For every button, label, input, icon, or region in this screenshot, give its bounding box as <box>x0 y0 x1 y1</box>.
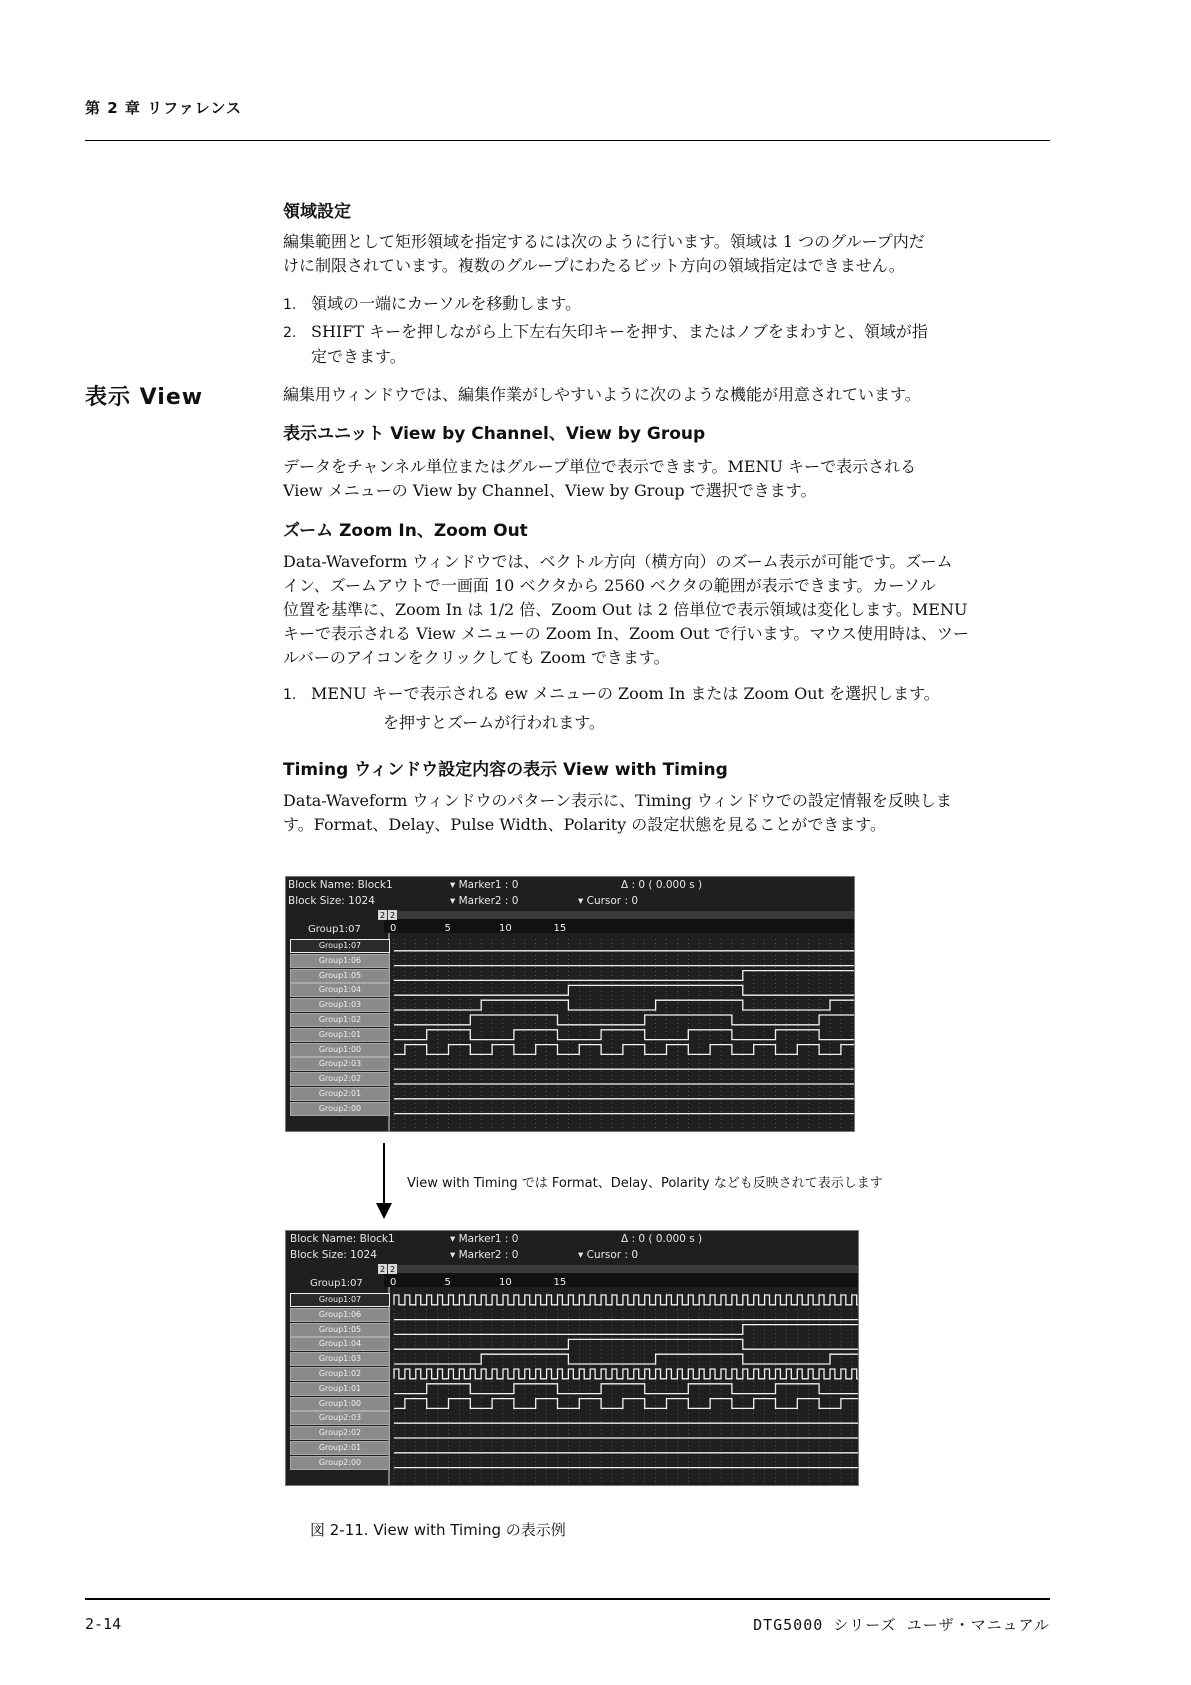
tick-label: 5 <box>444 1277 451 1288</box>
ruler-bar[interactable] <box>384 1265 858 1273</box>
group-label[interactable]: Group2:02 <box>290 1426 390 1440</box>
waveform-screen-timing <box>285 1230 859 1486</box>
timing-paragraph: Data-Waveform ウィンドウのパターン表示に、Timing ウィンドウでの設定情報を反映しま す。Format、Delay、Pulse Width、Polarity の設定状態を見ることができます。 <box>283 791 952 834</box>
marker1-readout[interactable]: ▾ Marker1 : 0 <box>450 879 519 891</box>
ruler-bar[interactable] <box>384 911 854 919</box>
delta-readout: Δ : 0 ( 0.000 s ) <box>621 879 703 891</box>
zoom-paragraph: Data-Waveform ウィンドウでは、ベクトル方向（横方向）のズーム表示が可能です。ズーム イン、ズームアウトで一画面 10 ベクタから 2560 ベクタの範囲が表示できます。カーソル 位置を基準に、Zoom In は 1/2 倍、Zoom Out は 2 倍単位で表示領域は変化します。MENU キーで表示される View メニューの Zoom In、Zoom Out で行います。マウス使用時は、ツー ルバーのアイコンをクリックしても Zoom できます。 <box>283 552 969 667</box>
block-size-label: Block Size: 1024 <box>290 1249 377 1261</box>
waveform-trace <box>394 1354 858 1364</box>
view-intro: 編集用ウィンドウでは、編集作業がしやすいように次のような機能が用意されています。 <box>283 385 921 404</box>
cursor-readout[interactable]: ▾ Cursor : 0 <box>578 895 639 907</box>
tick-label: 5 <box>444 923 451 934</box>
area-setting-paragraph: 編集範囲として矩形領域を指定するには次のように行います。領域は 1 つのグループ内だ けに制限されています。複数のグループにわたるビット方向の領域指定はできません。 <box>283 232 925 275</box>
group-label[interactable]: Group1:06 <box>290 954 390 968</box>
group-label[interactable]: Group1:05 <box>290 969 390 983</box>
waveform-trace <box>394 1369 858 1379</box>
arrow-down-icon <box>376 1203 392 1219</box>
area-step-1: 1. 領域の一端にカーソルを移動します。 <box>283 294 582 313</box>
tick-label: 0 <box>390 923 397 934</box>
svg-text:2: 2 <box>380 1265 386 1274</box>
tick-label: 15 <box>553 923 567 934</box>
tick-label: 0 <box>390 1277 397 1288</box>
view-unit-heading: 表示ユニット View by Channel、View by Group <box>283 424 706 444</box>
zoom-step-1: 1. MENU キーで表示される ew メニューの Zoom In または Zoom Out を選択します。 を押すとズームが行われます。 <box>283 684 940 732</box>
waveform-trace <box>394 1295 858 1305</box>
marker-tag-1[interactable] <box>378 910 387 920</box>
group-label[interactable]: Group1:07 <box>290 1293 390 1307</box>
group-label[interactable]: Group1:04 <box>290 983 390 997</box>
group-label[interactable]: Group1:05 <box>290 1323 390 1337</box>
cursor-readout[interactable]: ▾ Cursor : 0 <box>578 1249 639 1261</box>
view-unit-paragraph: データをチャンネル単位またはグループ単位で表示できます。MENU キーで表示される View メニューの View by Channel、View by Group で選択できます。 <box>283 457 917 500</box>
group-label[interactable]: Group1:07 <box>290 939 390 953</box>
waveform-trace <box>394 1000 854 1010</box>
group-label[interactable]: Group1:02 <box>290 1367 390 1381</box>
group-label[interactable]: Group2:03 <box>290 1411 390 1425</box>
waveform-screen-normal <box>285 876 855 1132</box>
waveform-trace <box>394 1339 858 1349</box>
group-header-label: Group1:07 <box>308 924 361 935</box>
delta-readout: Δ : 0 ( 0.000 s ) <box>621 1233 703 1245</box>
group-label[interactable]: Group1:03 <box>290 998 390 1012</box>
group-label[interactable]: Group1:06 <box>290 1308 390 1322</box>
marker-tag-2[interactable] <box>388 910 397 920</box>
waveform-trace <box>394 971 854 981</box>
marker1-readout[interactable]: ▾ Marker1 : 0 <box>450 1233 519 1245</box>
block-name-label: Block Name: Block1 <box>288 879 393 891</box>
svg-text:2: 2 <box>390 911 396 920</box>
group-label[interactable]: Group1:04 <box>290 1337 390 1351</box>
tick-label: 10 <box>499 923 512 934</box>
block-name-label: Block Name: Block1 <box>290 1233 395 1245</box>
group-label[interactable]: Group2:00 <box>290 1102 390 1116</box>
group-label[interactable]: Group1:01 <box>290 1028 390 1042</box>
waveform-trace <box>394 1045 854 1055</box>
footer-rule <box>85 1598 1050 1600</box>
group-label[interactable]: Group2:00 <box>290 1456 390 1470</box>
group-label[interactable]: Group2:01 <box>290 1087 390 1101</box>
tick-label: 10 <box>499 1277 512 1288</box>
group-label[interactable]: Group1:01 <box>290 1382 390 1396</box>
group-label[interactable]: Group1:03 <box>290 1352 390 1366</box>
group-label[interactable]: Group2:03 <box>290 1057 390 1071</box>
waveform-trace <box>394 1325 858 1335</box>
tick-ruler <box>384 1273 858 1287</box>
group-label[interactable]: Group1:02 <box>290 1013 390 1027</box>
area-setting-heading: 領域設定 <box>283 202 351 222</box>
waveform-trace <box>394 1015 854 1025</box>
tick-label: 15 <box>553 1277 567 1288</box>
zoom-heading: ズーム Zoom In、Zoom Out <box>283 521 528 541</box>
manual-title: DTG5000 シリーズ ユーザ・マニュアル <box>753 1616 1050 1634</box>
svg-text:2: 2 <box>380 911 386 920</box>
waveform-trace <box>394 1399 858 1409</box>
group-label[interactable]: Group2:01 <box>290 1441 390 1455</box>
arrow-note: View with Timing では Format、Delay、Polarity なども反映されて表示します <box>407 1176 883 1191</box>
timing-heading: Timing ウィンドウ設定内容の表示 View with Timing <box>283 760 728 780</box>
block-size-label: Block Size: 1024 <box>288 895 375 907</box>
chapter-header: 第 2 章 リファレンス <box>85 99 242 117</box>
group-header-label: Group1:07 <box>310 1278 363 1289</box>
group-label[interactable]: Group2:02 <box>290 1072 390 1086</box>
marker2-readout[interactable]: ▾ Marker2 : 0 <box>450 895 519 907</box>
marker-tag-1[interactable] <box>378 1264 387 1274</box>
figure-caption: 図 2-11. View with Timing の表示例 <box>310 1521 566 1539</box>
tick-ruler <box>384 919 854 933</box>
marker-tag-2[interactable] <box>388 1264 397 1274</box>
svg-text:2: 2 <box>390 1265 396 1274</box>
view-section-title: 表示 View <box>85 385 204 410</box>
group-label[interactable]: Group1:00 <box>290 1397 390 1411</box>
waveform-trace <box>394 1030 854 1040</box>
waveform-trace <box>394 1384 858 1394</box>
area-step-2: 2. SHIFT キーを押しながら上下左右矢印キーを押す、またはノブをまわすと、領域が指 定できます。 <box>283 322 928 366</box>
page-number: 2-14 <box>85 1615 122 1633</box>
marker2-readout[interactable]: ▾ Marker2 : 0 <box>450 1249 519 1261</box>
group-label[interactable]: Group1:00 <box>290 1043 390 1057</box>
arrow-line <box>383 1143 385 1205</box>
header-rule <box>85 140 1050 141</box>
waveform-trace <box>394 985 854 995</box>
